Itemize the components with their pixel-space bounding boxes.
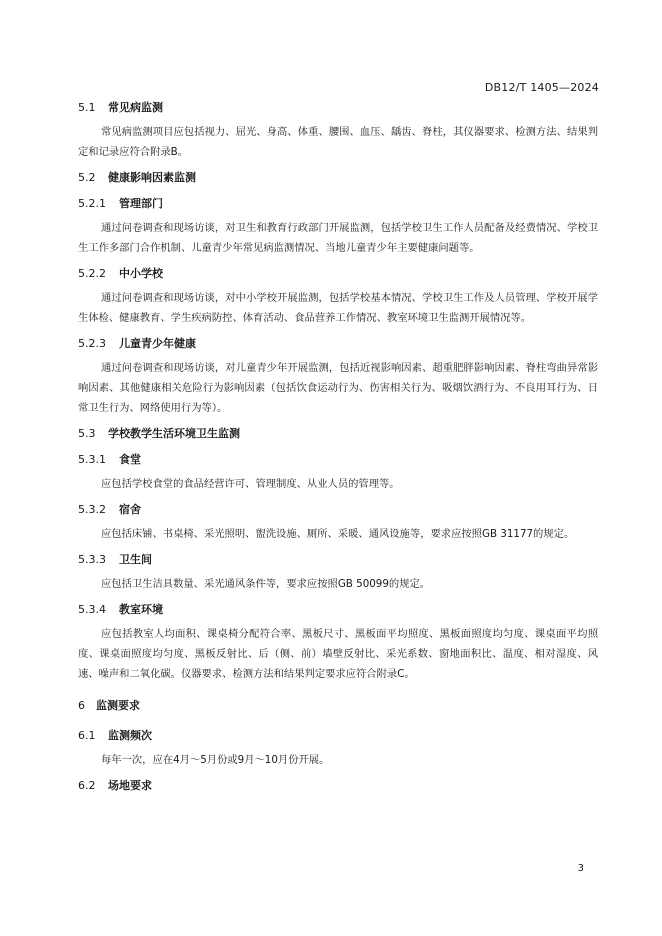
section-heading — [78, 100, 598, 116]
section-title: 食堂 — [119, 453, 141, 466]
paragraph: 应包括卫生洁具数量、采光通风条件等，要求应按照GB 50099的规定。 — [101, 578, 431, 590]
section-heading — [78, 426, 598, 442]
section-title: 学校教学生活环境卫生监测 — [108, 427, 240, 440]
section-title: 常见病监测 — [108, 101, 163, 114]
section-number: 5.3.3 — [78, 553, 106, 566]
section-title: 监测要求 — [96, 699, 140, 712]
document-code: DB12/T 1405—2024 — [484, 81, 599, 94]
paragraph: 通过问卷调查和现场访谈，对儿童青少年开展监测，包括近视影响因素、超重肥胖影响因素、脊柱弯曲异常影响因素、其他健康相关危险行为影响因素（包括饮食运动行为、伤害相关行为、吸烟饮酒行为、不良用耳行为、日常卫生行为、网络使用行为等）。 — [78, 362, 598, 414]
section-number: 6.1 — [78, 729, 96, 742]
paragraph: 应包括学校食堂的食品经营许可、管理制度、从业人员的管理等。 — [101, 478, 400, 490]
subsection-heading — [78, 336, 598, 352]
section-title: 监测频次 — [108, 729, 152, 742]
section-title: 管理部门 — [119, 197, 163, 210]
section-title: 儿童青少年健康 — [119, 337, 196, 350]
section-title: 健康影响因素监测 — [108, 171, 196, 184]
paragraph: 常见病监测项目应包括视力、屈光、身高、体重、腰围、血压、龋齿、脊柱，其仪器要求、检测方法、结果判定和记录应符合附录B。 — [78, 126, 598, 158]
subsection-heading — [78, 266, 598, 282]
section-number: 6.2 — [78, 779, 96, 792]
section-number: 6 — [78, 699, 85, 712]
subsection-heading — [78, 602, 598, 618]
paragraph: 应包括教室人均面积、课桌椅分配符合率、黑板尺寸、黑板面平均照度、黑板面照度均匀度、课桌面平均照度、课桌面照度均匀度、黑板反射比、后（侧、前）墙壁反射比、采光系数、窗地面积比、温度、相对湿度、风速、噪声和二氧化碳。仪器要求、检测方法和结果判定要求应符合附录C。 — [78, 628, 598, 680]
subsection-heading — [78, 502, 598, 518]
page-number: 3 — [577, 863, 584, 874]
document-body — [78, 100, 598, 794]
section-number: 5.1 — [78, 101, 96, 114]
section-number: 5.3.4 — [78, 603, 106, 616]
section-number: 5.2.1 — [78, 197, 106, 210]
section-title: 宿舍 — [119, 503, 141, 516]
paragraph: 通过问卷调查和现场访谈，对卫生和教育行政部门开展监测，包括学校卫生工作人员配备及经费情况、学校卫生工作多部门合作机制、儿童青少年常见病监测情况、当地儿童青少年主要健康问题等。 — [78, 222, 598, 254]
section-heading — [78, 778, 598, 794]
section-number: 5.2.3 — [78, 337, 106, 350]
section-title: 场地要求 — [108, 779, 152, 792]
chapter-heading — [78, 698, 598, 714]
section-title: 中小学校 — [119, 267, 163, 280]
section-number: 5.3 — [78, 427, 96, 440]
paragraph: 通过问卷调查和现场访谈，对中小学校开展监测，包括学校基本情况、学校卫生工作及人员管理、学校开展学生体检、健康教育、学生疾病防控、体育活动、食品营养工作情况、教室环境卫生监测开展情况等。 — [78, 292, 598, 324]
section-number: 5.3.2 — [78, 503, 106, 516]
section-heading — [78, 728, 598, 744]
section-heading — [78, 170, 598, 186]
subsection-heading — [78, 552, 598, 568]
section-title: 教室环境 — [119, 603, 163, 616]
subsection-heading — [78, 452, 598, 468]
section-number: 5.2 — [78, 171, 96, 184]
paragraph: 应包括床铺、书桌椅、采光照明、盥洗设施、厕所、采暖、通风设施等，要求应按照GB 31177的规定。 — [101, 528, 575, 540]
section-title: 卫生间 — [119, 553, 152, 566]
section-number: 5.2.2 — [78, 267, 106, 280]
paragraph: 每年一次，应在4月～5月份或9月～10月份开展。 — [101, 754, 330, 766]
subsection-heading — [78, 196, 598, 212]
section-number: 5.3.1 — [78, 453, 106, 466]
